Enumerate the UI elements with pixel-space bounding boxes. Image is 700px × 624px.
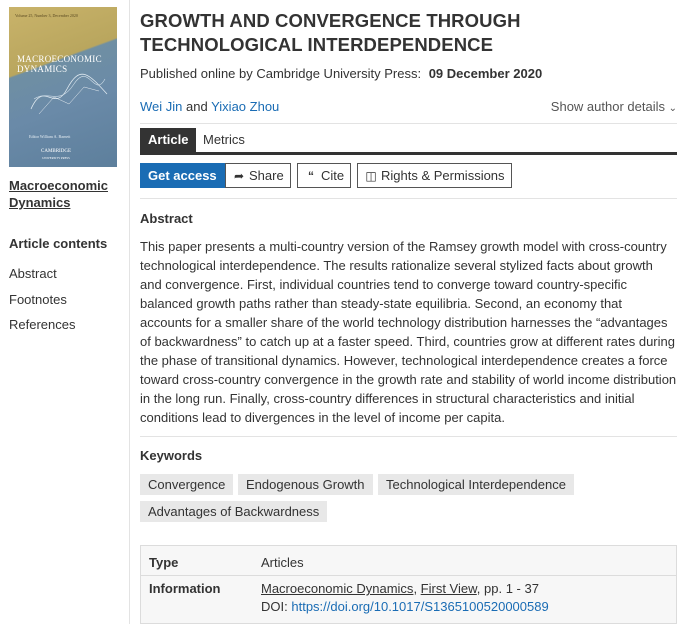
- keyword-tag-advantages-of-backwardness[interactable]: Advantages of Backwardness: [140, 501, 327, 522]
- tab-article[interactable]: Article: [140, 128, 196, 152]
- share-arrow-icon: ➦: [233, 169, 245, 183]
- chevron-down-icon: ⌄: [668, 103, 677, 114]
- rights-label: Rights & Permissions: [381, 168, 505, 183]
- page-range: , pp. 1 - 37: [476, 581, 539, 596]
- article-contents-heading: Article contents: [9, 236, 108, 251]
- cover-graphic: [29, 69, 109, 119]
- share-button[interactable]: [225, 163, 291, 188]
- type-label: Type: [149, 555, 179, 570]
- divider: [140, 436, 677, 437]
- cover-publisher-line2: UNIVERSITY PRESS: [42, 156, 70, 160]
- published-prefix: Published online by Cambridge University Press:: [140, 66, 422, 81]
- journal-cover-image[interactable]: [9, 7, 117, 167]
- show-author-details-label: Show author details: [550, 99, 665, 114]
- cover-title-line2: DYNAMICS: [17, 64, 68, 74]
- cover-title-line1: MACROECONOMIC: [17, 54, 102, 64]
- quote-icon: “: [308, 169, 314, 183]
- abstract-heading: Abstract: [140, 211, 193, 226]
- info-row-type: [141, 546, 676, 576]
- author-list: [140, 99, 279, 114]
- contents-item-abstract[interactable]: Abstract: [9, 266, 57, 281]
- keyword-tag-technological-interdependence[interactable]: Technological Interdependence: [378, 474, 574, 495]
- article-tabs: [140, 128, 677, 155]
- article-title: GROWTH AND CONVERGENCE THROUGH TECHNOLOGICAL INTERDEPENDENCE: [140, 10, 521, 55]
- doi-prefix: DOI:: [261, 599, 288, 614]
- keywords-heading: Keywords: [140, 448, 203, 463]
- published-date: 09 December 2020: [428, 66, 543, 81]
- first-view-link[interactable]: First View: [420, 581, 477, 596]
- keyword-tag-endogenous-growth[interactable]: Endogenous Growth: [238, 474, 373, 495]
- cite-label: Cite: [321, 168, 345, 183]
- information-label: Information: [149, 581, 221, 596]
- abstract-text: This paper presents a multi-country version of the Ramsey growth model with cross-country technological interdependence. The results rationalize several stylized facts about growth and convergence. First, individual countries tend to converge toward country-specific balanced growth paths rather than steady-state equilibria. Second, an economy that accounts for a smaller share of the world technology distribution harnesses the “advantages of backwardness” to catch up at a faster speed. Third, countries grow at different rates during the phase of transitional dynamics. However, technological interdependence creates a force toward cross-country convergence in the growth rate and stability of world income distribution in the long run. Finally, cross-country differences in structural characteristics and initial conditions lead to divergences in the level of income per capita.: [140, 239, 677, 425]
- show-author-details-toggle[interactable]: [551, 99, 677, 114]
- cite-button[interactable]: [297, 163, 351, 188]
- doi-line: [261, 599, 549, 614]
- document-copyright-icon: ◫: [365, 169, 377, 183]
- author-conjunction: and: [186, 99, 208, 114]
- get-access-button[interactable]: Get access: [140, 163, 225, 188]
- share-label: Share: [249, 168, 284, 183]
- contents-item-footnotes[interactable]: Footnotes: [9, 291, 67, 307]
- left-sidebar: [0, 0, 130, 624]
- author-link-wei-jin[interactable]: Wei Jin: [140, 99, 183, 114]
- divider: [140, 198, 677, 199]
- contents-item-references[interactable]: References: [9, 317, 76, 332]
- keyword-tag-convergence[interactable]: Convergence: [140, 474, 233, 495]
- tab-metrics[interactable]: Metrics: [203, 132, 245, 147]
- author-link-yixiao-zhou[interactable]: Yixiao Zhou: [211, 99, 280, 114]
- cover-publisher-line1: CAMBRIDGE: [41, 149, 72, 154]
- journal-link[interactable]: Macroeconomic Dynamics: [261, 581, 414, 596]
- article-info-table: [140, 545, 677, 624]
- doi-link[interactable]: https://doi.org/10.1017/S1365100520000589: [291, 599, 549, 614]
- publication-info: [140, 66, 542, 81]
- rights-permissions-button[interactable]: [357, 163, 512, 188]
- divider: [140, 123, 677, 124]
- type-value: Articles: [261, 555, 304, 570]
- article-contents-list: [9, 265, 75, 342]
- journal-name-link[interactable]: Macroeconomic Dynamics: [9, 178, 108, 210]
- cover-volume-line: Volume 25, Number 3, December 2020: [15, 13, 78, 18]
- information-value: Macroeconomic Dynamics, First View, pp. 1 - 37: [261, 581, 539, 596]
- cover-publisher: [41, 149, 71, 161]
- cover-editor-line: Editor William A. Barnett: [29, 134, 71, 139]
